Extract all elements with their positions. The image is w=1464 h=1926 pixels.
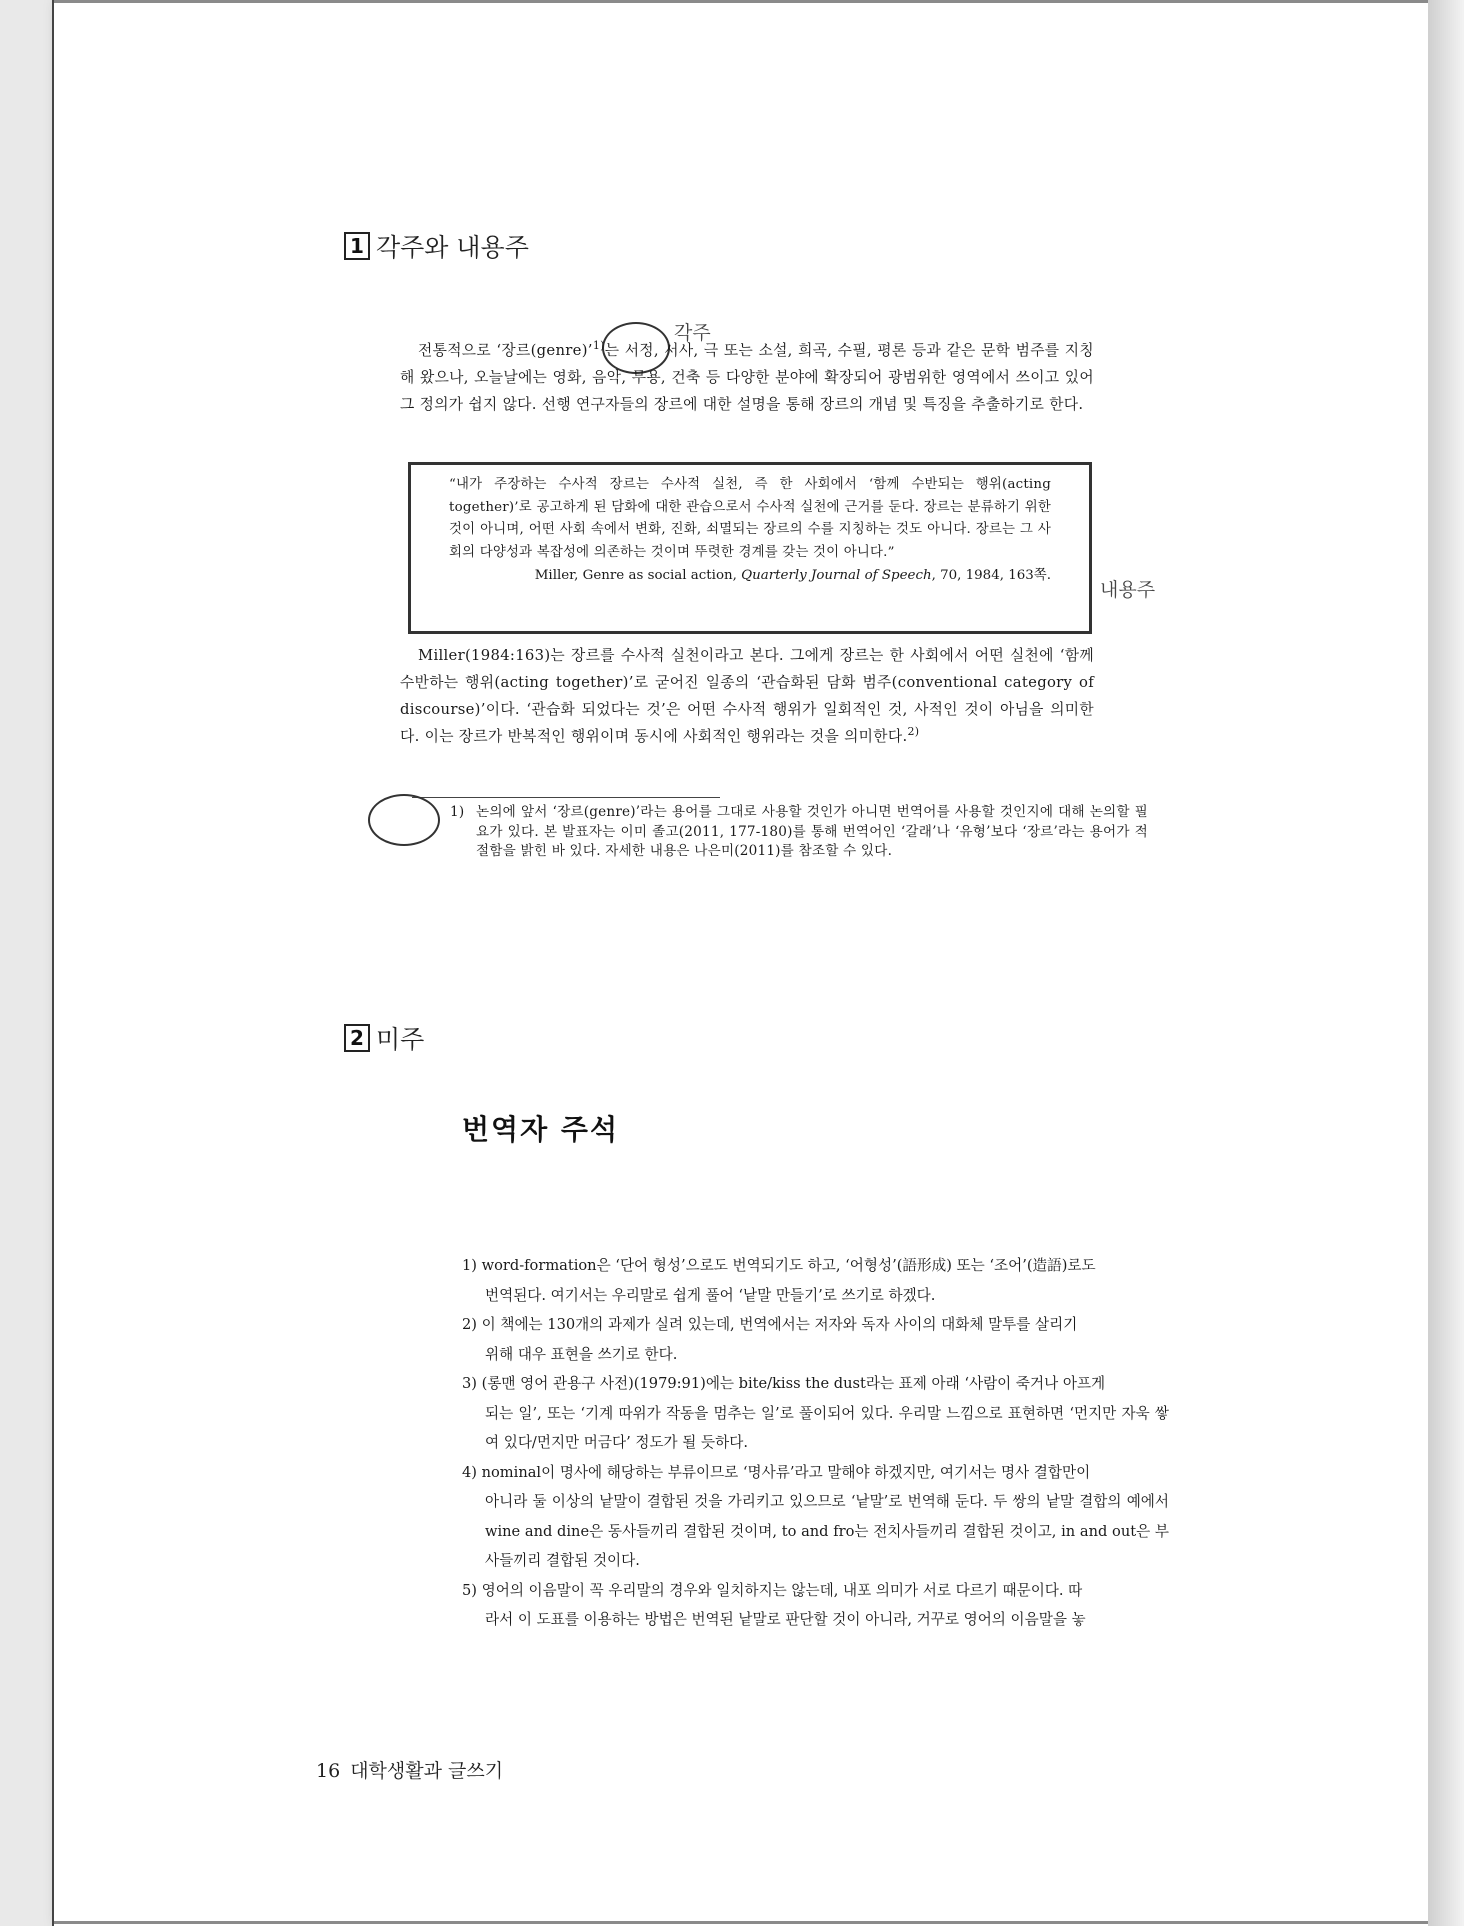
intro-footnote-ref: 1) <box>592 339 605 353</box>
endnote-continuation: 라서 이 도표를 이용하는 방법은 번역된 낱말로 판단할 것이 아니라, 거꾸로 영어의 이음말을 놓 <box>485 1611 1086 1628</box>
intro-text-start: 전통적으로 ‘장르(genre)’ <box>418 342 593 359</box>
section1-number: 1 <box>344 232 370 260</box>
footnote-annotation-label: 각주 <box>674 322 711 344</box>
intro-paragraph <box>400 337 1094 418</box>
endnote-number: 5) <box>462 1581 477 1599</box>
citation-author: Miller, Genre as social action, <box>534 568 737 583</box>
endnote-title: 번역자 주석 <box>462 1113 619 1146</box>
endnote-item <box>462 1576 1169 1635</box>
section2-title: 미주 <box>376 1025 425 1054</box>
page-number: 16 <box>316 1760 341 1782</box>
section2-heading <box>344 1020 424 1056</box>
quote-text: “내가 주장하는 수사적 장르는 수사적 실천, 즉 한 사회에서 ‘함께 수반되는 행위(acting together)’로 공고하게 된 담화에 대한 관습으로서 수사적 실천에 근거를 둔다. 장르는 분류하기 위한 것이 아니며, 어떤 사회 속에서 변화, 진화, 쇠멸되는 장르의 수를 지칭하는 것도 아니다. 장르는 그 사회의 다양성과 복잡성에 의존하는 것이며 뚜렷한 경계를 갖는 것이 아니다.” <box>449 477 1051 560</box>
footnote-text: 논의에 앞서 ‘장르(genre)’라는 용어를 그대로 사용할 것인가 아니면 번역어를 사용할 것인지에 대해 논의할 필요가 있다. 본 발표자는 이미 졸고(2011, 177-180)를 통해 번역어인 ‘갈래’나 ‘유형’보다 ‘장르’라는 용어가 적절함을 밝힌 바 있다. 자세한 내용은 나은미(2011)를 참조할 수 있다. <box>476 804 1148 859</box>
endnote-list <box>462 1251 1169 1635</box>
endnote-first-line: 이 책에는 130개의 과제가 실려 있는데, 번역에서는 저자와 독자 사이의 대화체 말투를 살리기 <box>481 1316 1078 1333</box>
section1-title: 각주와 내용주 <box>376 233 529 262</box>
intro-text-rest: 는 서정, 서사, 극 또는 소설, 희곡, 수필, 평론 등과 같은 문학 범주를 지칭해 왔으나, 오늘날에는 영화, 음악, 무용, 건축 등 다양한 분야에 확장되어 광범위한 영역에서 쓰이고 있어 그 정의가 쉽지 않다. 선행 연구자들의 장르에 대한 설명을 통해 장르의 개념 및 특징을 추출하기로 한다. <box>400 342 1094 413</box>
footnote-number-circle <box>368 794 440 846</box>
endnote-first-line: 영어의 이음말이 꼭 우리말의 경우와 일치하지는 않는데, 내포 의미가 서로 다르기 때문이다. 따 <box>481 1581 1083 1599</box>
footnote <box>452 803 1148 862</box>
citation-details: , 70, 1984, 163쪽. <box>931 568 1051 583</box>
document-page <box>52 0 1430 1926</box>
second-paragraph-text: Miller(1984:163)는 장르를 수사적 실천이라고 본다. 그에게 장르는 한 사회에서 어떤 실천에 ‘함께 수반하는 행위(acting together)’로 굳어진 일종의 ‘관습화된 담화 범주(conventional category of discourse)’이다. ‘관습화 되었다는 것’은 어떤 수사적 행위가 일회적인 것, 사적인 것이 아님을 의미한다. 이는 장르가 반복적인 행위이며 동시에 사회적인 행위라는 것을 의미한다. <box>400 647 1094 745</box>
content-note-box <box>408 462 1092 634</box>
citation-journal: Quarterly Journal of Speech <box>741 568 932 583</box>
section2-number: 2 <box>344 1024 370 1052</box>
endnote-first-line: nominal이 명사에 해당하는 부류이므로 ‘명사류’라고 말해야 하겠지만, 여기서는 명사 결합만이 <box>481 1463 1091 1481</box>
endnote-first-line: (롱맨 영어 관용구 사전)(1979:91)에는 bite/kiss the dust라는 표제 아래 ‘사람이 죽거나 아프게 <box>481 1375 1106 1392</box>
endnote-continuation: 아니라 둘 이상의 낱말이 결합된 것을 가리키고 있으므로 ‘낱말’로 번역해 둔다. 두 쌍의 낱말 결합의 예에서 wine and dine은 동사들끼리 결합된 것이며, to and fro는 전치사들끼리 결합된 것이고, in and out은 부사들끼리 결합된 것이다. <box>485 1493 1169 1569</box>
section1-heading <box>344 228 529 264</box>
page-bottom-border <box>54 1921 1430 1924</box>
second-paragraph <box>400 642 1094 750</box>
endnote-item <box>462 1310 1169 1369</box>
second-paragraph-footnote-ref: 2) <box>907 725 920 739</box>
endnote-number: 3) <box>462 1375 477 1392</box>
endnote-item <box>462 1369 1169 1458</box>
endnote-number: 2) <box>462 1316 477 1333</box>
page-footer <box>316 1756 503 1783</box>
endnote-number: 1) <box>462 1257 477 1274</box>
content-note-annotation-label: 내용주 <box>1100 579 1156 601</box>
endnote-first-line: word-formation은 ‘단어 형성’으로도 번역되기도 하고, ‘어형성’(語形成) 또는 ‘조어’(造語)로도 <box>481 1257 1096 1274</box>
endnote-item <box>462 1458 1169 1576</box>
endnote-continuation: 위해 대우 표현을 쓰기로 한다. <box>485 1345 678 1363</box>
footnote-separator <box>412 797 720 798</box>
quote-citation <box>449 564 1051 588</box>
page-gutter <box>1428 0 1464 1926</box>
footnote-number: 1) <box>450 804 465 820</box>
endnote-continuation: 되는 일’, 또는 ‘기계 따위가 작동을 멈추는 일’로 풀이되어 있다. 우리말 느낌으로 표현하면 ‘먼지만 자욱 쌓여 있다/먼지만 머금다’ 정도가 될 듯하다. <box>485 1404 1169 1451</box>
endnote-item <box>462 1251 1169 1310</box>
page-top-border <box>54 0 1430 3</box>
book-title: 대학생활과 글쓰기 <box>350 1760 504 1782</box>
endnote-continuation: 번역된다. 여기서는 우리말로 쉽게 풀어 ‘낱말 만들기’로 쓰기로 하겠다. <box>485 1286 936 1304</box>
endnote-number: 4) <box>462 1463 477 1481</box>
